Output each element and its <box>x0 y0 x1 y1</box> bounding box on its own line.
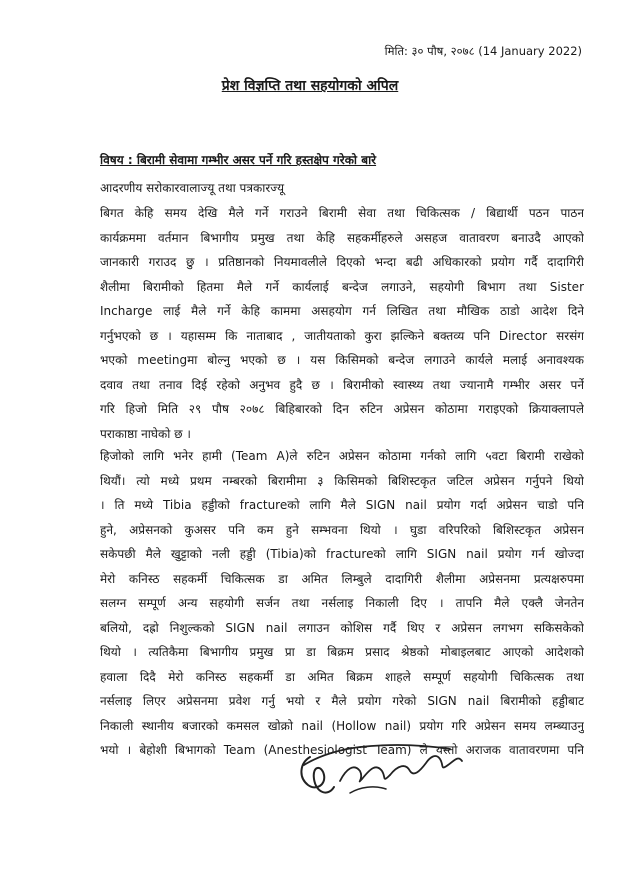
paragraph-line: बलियो, दह्रो निशुल्कको SIGN nail लगाउन कोशिस गर्दै थिए र अप्रेसन लगभग सकिसकेको <box>100 620 584 635</box>
paragraph-2 <box>100 444 584 763</box>
paragraph-line: दवाव तथा तनाव दिई रहेको अनुभव हुदै छ । बिरामीको स्वास्थ्य तथा ज्यानामै गम्भीर असर पर्ने <box>100 377 584 392</box>
paragraph-line: हवाला दिदै मेरो कनिस्ठ सहकर्मी डा अमित बिक्रम शाहले सम्पूर्ण सहयोगी चिकित्सक तथा <box>100 669 584 684</box>
paragraph-line: Incharge लाई मैले गर्ने केहि काममा असहयोग गर्न लिखित तथा मौखिक ठाडो आदेश दिने <box>100 304 584 318</box>
paragraph-line: बिगत केहि समय देखि मैले गर्ने गराउने बिरामी सेवा तथा चिकित्सक / बिद्यार्थी पठन पाठन <box>100 206 584 220</box>
paragraph-line: थियो । त्यतिकैमा बिभागीय प्रमुख प्रा डा बिक्रम प्रसाद श्रेष्ठको मोबाइलबाट आएको आदेशको <box>100 645 584 659</box>
paragraph-line: गरि हिजो मिति २९ पौष २०७८ बिहिबारको दिन रुटिन अप्रेसन कोठामा गराइएको क्रियाक्लापले <box>100 402 584 416</box>
paragraph-line: भयो । बेहोशी बिभागको Team (Anesthesiologist Team) ले यस्तो अराजक वातावरणमा पनि <box>100 743 584 757</box>
paragraph-line: मेरो कनिस्ठ सहकर्मी चिकित्सक डा अमित लिम्बुले दादागिरी शैलीमा अप्रेसनमा प्रत्यक्षरुपमा <box>100 571 584 586</box>
paragraph-line: शैलीमा बिरामीको हितमा मैले गर्ने कार्यलाई बन्देज लगाउने, सहयोगी बिभाग तथा Sister <box>100 279 584 294</box>
paragraph-1 <box>100 201 584 446</box>
paragraph-line: थियौं। त्यो मध्ये प्रथम नम्बरको बिरामीमा ३ किसिमको बिशिस्टकृत जटिल अप्रेसन गर्नुपने थियो <box>100 473 584 488</box>
paragraph-line: हुने, अप्रेसनको कुअसर पनि कम हुने सम्भवना थियो । घुडा वरिपरिको बिशिस्टकृत अप्रेसन <box>100 522 584 537</box>
paragraph-line: हिजोको लागि भनेर हामी (Team A)ले रुटिन अप्रेसन कोठामा गर्नको लागि ५वटा बिरामी राखेको <box>100 449 584 463</box>
document-title: प्रेश विज्ञप्ति तथा सहयोगको अपिल <box>221 78 399 94</box>
paragraph-line: सलग्न सम्पूर्ण अन्य सहयोगी सर्जन तथा नर्सलाइ निकाली दिए । तापनि मैले एक्लै जेनतेन <box>100 596 584 610</box>
signature <box>290 735 480 805</box>
paragraph-line: भएको meetingमा बोल्नु भएको छ । यस किसिमको बन्देज लगाउने कार्यले मलाई अनावश्यक <box>100 353 584 367</box>
document-subject: विषय : बिरामी सेवामा गम्भीर असर पर्ने गरि हस्तक्षेप गरेको बारे <box>100 153 377 167</box>
paragraph-line: पराकाष्ठा नाघेको छ । <box>100 426 191 441</box>
paragraph-line: कार्यक्रममा वर्तमान बिभागीय प्रमुख तथा केहि सहकर्मीहरुले असहज वातावरण बनाउदै आएको <box>100 230 584 245</box>
paragraph-line: गर्नुभएको छ । यहासम्म कि नाताबाद , जातीयताको कुरा झल्किने बक्तव्य पनि Director सरसंग <box>100 328 584 343</box>
paragraph-line: सकेपछी मैले खुट्टाको नली हड्डी (Tibia)को fractureको लागि SIGN nail प्रयोग गर्न खोज्दा <box>100 547 584 561</box>
paragraph-line: निकाली स्थानीय बजारको कमसल खोक्रो nail (Hollow nail) प्रयोग गरि अप्रेसन समय लम्ब्याउनु <box>100 718 584 733</box>
paragraph-line: नर्सलाइ लिएर अप्रेसनमा प्रवेश गर्नु भयो र मैले प्रयोग गरेको SIGN nail बिरामीको हड्डीबाट <box>100 694 584 708</box>
salutation: आदरणीय सरोकारवालाज्यू तथा पत्रकारज्यू <box>100 181 285 195</box>
document-date: मिति: ३० पौष, २०७८ (14 January 2022) <box>384 44 582 58</box>
paragraph-line: । ति मध्ये Tibia हड्डीको fractureको लागि मैले SIGN nail प्रयोग गर्दा अप्रेसन चाडो पनि <box>100 498 584 512</box>
paragraph-line: जानकारी गराउद छु । प्रतिष्ठानको नियमावलीले दिएको भन्दा बढी अधिकारको प्रयोग गर्दै दादागिरी <box>100 255 584 269</box>
